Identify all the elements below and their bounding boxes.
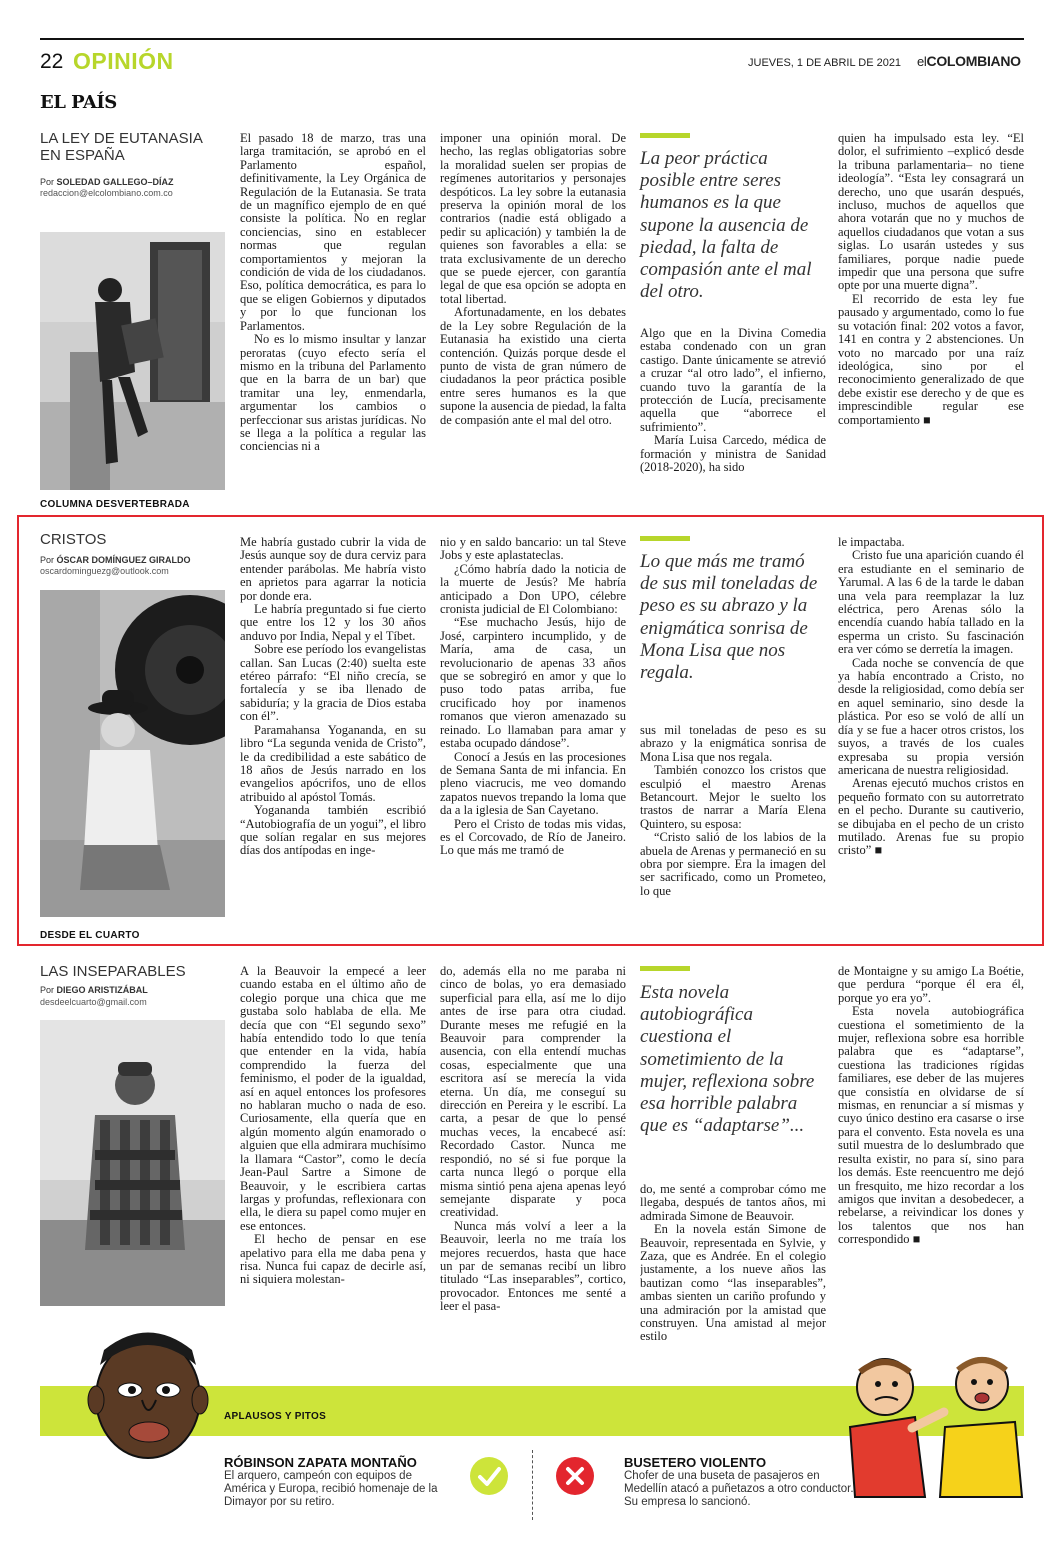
article-column-1 xyxy=(240,132,426,488)
logo-name: COLOMBIANO xyxy=(926,53,1021,69)
paragraph: Paramahansa Yogananda, en su libro “La segunda venida de Cristo”, le da credibilidad a este sabático de 18 años de Jesús narrado en los evangelios apócrifos, uno de ellos atribuido al apóstol Tomás. xyxy=(240,722,426,804)
paragraph: Sobre ese período los evangelistas callan. San Lucas (2:40) suelta este etéreo párrafo: “El niño crecía, se fortalecía y se iba llenado de sabiduría; y la gracia de Dios estaba con él”. xyxy=(240,642,426,724)
author-name: SOLEDAD GALLEGO–DÍAZ xyxy=(56,177,174,187)
article-title: CRISTOS xyxy=(40,531,107,548)
column-name: COLUMNA DESVERTEBRADA xyxy=(40,499,190,510)
statue-photo xyxy=(40,232,225,490)
logo-prefix: el xyxy=(917,54,927,69)
paragraph: de Montaigne y su amigo La Boétie, que perdura “porque él era él, porque yo era yo”. xyxy=(838,965,1024,1005)
byline: Por SOLEDAD GALLEGO–DÍAZ xyxy=(40,177,174,187)
paragraph: El pasado 18 de marzo, tras una larga tramitación, se aprobó en el Parlamento español, definitivamente, la Ley Orgánica de Regulación de la Eutanasia. Se trata de un magnífico ejemplo de en qué consiste la política. No en reglar conciencias, sino en establecer normas que regulan comportamientos y mejoran la condición de vida de los ciudadanos. Eso, política democrática, es para lo que se eligen Gobiernos y diputados y por lo que funcionan los Parlamentos. xyxy=(240,132,426,333)
cross-icon xyxy=(555,1456,595,1496)
paragraph: Le habría preguntado si fue cierto que entre los 12 y los 30 años anduvo por India, Nepal y el Tíbet. xyxy=(240,602,426,643)
section-title: OPINIÓN xyxy=(73,48,174,74)
author-photo xyxy=(40,590,225,917)
source-logo: EL PAÍS xyxy=(40,92,117,113)
article-column-3 xyxy=(640,1183,826,1351)
article-column-4 xyxy=(838,965,1024,1310)
caricature-goalkeeper xyxy=(70,1320,220,1470)
applause-heading: APLAUSOS Y PITOS xyxy=(224,1411,327,1422)
paragraph: Algo que en la Divina Comedia estaba condenado con un gran castigo. Dante únicamente se atrevió a cruzar “al otro lado”, el infierno, cuando tuvo la garantía de la protección de Lucía, precisamente aquella que “aborrece el sufrimiento”. xyxy=(640,327,826,434)
pull-quote: Esta novela autobiográfica cuestiona el sometimiento de la mujer, reflexiona sobre esa horrible palabra que es “adaptarse”... xyxy=(640,982,815,1137)
byline: Por DIEGO ARISTIZÁBAL xyxy=(40,985,148,995)
paragraph: A la Beauvoir la empecé a leer cuando estaba en el último año de colegio porque una chica que me gustaba solo hablaba de ella. Me decía que con “El segundo sexo” había entendido todo lo que tenía que entender en la vida, había comprendido la fuerza del feminismo, el poder de la igualdad, así en aquel entonces los profesores no hablaran mucho o nada de eso. Curiosamente, ella quería que en algún momento algún enamorado o alguien que ella admirara muchísimo la llamara “Castor”, como le decía Jean-Paul Sartre a Simone de Beauvoir, y le escribiera cartas largas y profundas, reflexionara con ella, le diera su papel como mujer en ese entonces. xyxy=(240,965,426,1233)
article-column-2 xyxy=(440,132,626,488)
paragraph: imponer una opinión moral. De hecho, las reglas obligatorias sobre la moralidad suelen ser propias de regímenes autoritarios y personajes despóticos. La ley sobre la eutanasia preserva la opinión moral de los contrarios (nadie está obligado a pedir su aplicación) y también la de quienes son favorables a ella: se trata exclusivamente de un derecho que se puede ejercer, con garantía legal de que esa opción se adopta en total libertad. xyxy=(440,132,626,306)
paragraph: Pero el Cristo de todas mis vidas, es el Corcovado, de Río de Janeiro. Lo que más me tramó de xyxy=(440,816,626,858)
column-name: DESDE EL CUARTO xyxy=(40,930,140,941)
paragraph: sus mil toneladas de peso es su abrazo y la enigmática sonrisa de Mona Lisa que nos regala. xyxy=(640,724,826,764)
article-column-2 xyxy=(440,965,626,1351)
dateline: JUEVES, 1 DE ABRIL DE 2021 xyxy=(748,57,902,69)
paragraph: Esta novela autobiográfica cuestiona el sometimiento de la mujer, reflexiona sobre esa horrible palabra que es “adaptarse”, cuestiona las tradiciones rígidas familiares, ese deber de las mujeres que consistía en olvidarse de sí mismas, en renunciar a sí mismas y cuyo único destino era casarse o irse para el convento. Esta novela es una sutil muestra de lo deslumbrado que resulta existir, no para sí, sino para los demás. Este reencuentro me dejó un fresquito, me hizo recordar a los amigos que invitan a desobedecer, a rebelarse, a reivindicar los dones y los talentos que nos han correspondido ■ xyxy=(838,1004,1024,1247)
quote-accent-bar xyxy=(640,966,690,971)
paragraph: nio y en saldo bancario: un tal Steve Jobs y este aplastateclas. xyxy=(440,536,626,563)
paragraph: Nunca más volví a leer a la Beauvoir, leerla no me traía los mejores recuerdos, hasta que hace un par de semanas recibí un libro titulado “Las inseparables”, cortico, provocador. Entonces me senté a leer el pasa- xyxy=(440,1218,626,1314)
article-column-4 xyxy=(838,536,1024,923)
paragraph: do, me senté a comprobar cómo me llegaba, después de tantos años, mi admirada Simone de Beauvoir. xyxy=(640,1183,826,1223)
paragraph: El hecho de pensar en ese apelativo para ella me daba pena y risa. Nunca fui capaz de decirle así, ni siquiera molestan- xyxy=(240,1232,426,1287)
author-email: oscardominguezg@outlook.com xyxy=(40,566,169,576)
pull-quote: Lo que más me tramó de sus mil toneladas de peso es su abrazo y la enigmática sonrisa de Mona Lisa que nos regala. xyxy=(640,551,818,684)
caricature-fighting-drivers xyxy=(840,1332,1030,1502)
paragraph: María Luisa Carcedo, médica de formación y ministra de Sanidad (2018-2020), ha sido xyxy=(640,433,826,475)
paragraph: le impactaba. xyxy=(838,536,905,549)
author-name: ÓSCAR DOMÍNGUEZ GIRALDO xyxy=(56,555,191,565)
paragraph: ¿Cómo habría dado la noticia de la muerte de Jesús? Me habría anticipado a Don UPO, célebre cronista judicial de El Colombiano: xyxy=(440,561,626,617)
article-title: LAS INSEPARABLES xyxy=(40,963,186,980)
paragraph: Yogananda también escribió “Autobiografía de un yogui”, el libro que solían regalar en sus mejores días dos antípodas en inge- xyxy=(240,803,426,858)
author-email: redaccion@elcolombiano.com.co xyxy=(40,188,173,198)
quote-accent-bar xyxy=(640,536,690,541)
paragraph: En la novela están Simone de Beauvoir, representada en Sylvie, y Zaza, que es Andrée. En el colegio justamente, a los nueve años las bautizan como “las inseparables”, ambas sienten un cariño profundo y una admiración por la amistad que construyen. Una amistad al mejor estilo xyxy=(640,1222,826,1344)
applause-text: El arquero, campeón con equipos de América y Europa, recibió homenaje de la Dimayor por su retiro. xyxy=(224,1470,438,1508)
newspaper-logo xyxy=(917,53,1021,69)
article-column-2 xyxy=(440,536,626,923)
article-column-1 xyxy=(240,536,426,923)
article-column-3 xyxy=(640,327,826,488)
applause-name: RÓBINSON ZAPATA MONTAÑO xyxy=(224,1455,417,1470)
paragraph: También conozco los cristos que esculpió el maestro Arenas Betancourt. Mejor le suelto los trastos de narrar a María Elena Quintero, su esposa: xyxy=(640,763,826,831)
article-column-3 xyxy=(640,724,826,923)
article-column-1 xyxy=(240,965,426,1351)
paragraph: Arenas ejecutó muchos cristos en pequeño formato con su autorretrato en el pecho. Durante su cautiverio, se dibujaba en el pecho de un cristo mutilado. Arenas fue su propio cristo” ■ xyxy=(838,776,1024,858)
paragraph: Cristo fue una aparición cuando él era estudiante en el seminario de Yarumal. A las 6 de la tarde le daban una vela para reemplazar la luz eléctrica, pero Arenas sólo la encendía cuando había tallado en la esperma un cristo. Su fascinación era ver cómo se derretía la imagen. xyxy=(838,548,1024,657)
author-name: DIEGO ARISTIZÁBAL xyxy=(56,985,148,995)
paragraph: No es lo mismo insultar y lanzar peroratas (cuyo efecto sería el mismo en la tribuna del Parlamento que en la barra de un bar) que tramitar una ley, enmendarla, argumentar los cambios o perfeccionar sus aristas jurídicas. No se llega a la política a regular las conciencias ni a xyxy=(240,332,426,454)
paragraph: quien ha impulsado esta ley. “El dolor, el sufrimiento –explicó desde la tribuna parlamentaria– no tiene ideología”. “Esta ley consagrará un derecho, uno que usarán después, incluso, muchos de aquellos que ahora votarán que no y muchos de aquellos ciudadanos que votan a sus siglas. Lo usarán ustedes y sus familiares, porque nadie puede impedir que una persona que sufre opte por una muerte digna”. xyxy=(838,132,1024,293)
check-icon xyxy=(469,1456,509,1496)
paragraph: do, además ella no me paraba ni cinco de bolas, yo era demasiado superficial para ella, así me lo dijo antes de irse para otra ciudad. Durante meses me refugié en la Beauvoir para comprender la ausencia, con ella entendí muchas cosas, especialmente que una escritora así se merecía la vida eterna. Un día, me conseguí su dirección en Pereira y le escribí. La carta, a pesar de que lo pensé muchas veces, la encabecé así: Recordado Castor. Nunca me respondió, no sé si fue porque la carta nunca llegó o porque ella misma sintió pena ajena apenas leyó semejante disparate y poca creatividad. xyxy=(440,965,626,1220)
paragraph: “Cristo salió de los labios de la abuela de Arenas y permaneció en su obra por siempre. Era la imagen del ser sacrificado, como un Prometeo, lo que xyxy=(640,830,826,898)
paragraph: Afortunadamente, en los debates de la Ley sobre Regulación de la Eutanasia ha existido una cierta contención. Quizás porque desde el punto de vista de gran número de ciudadanos la peor práctica posible entre seres humanos es la que supone la ausencia de piedad, la falta de compasión ante el mal del otro. xyxy=(440,305,626,427)
quote-accent-bar xyxy=(640,133,690,138)
boo-text: Chofer de una buseta de pasajeros en Medellín atacó a puñetazos a otro conductor. Su empresa lo sancionó. xyxy=(624,1470,854,1508)
paragraph: Me habría gustado cubrir la vida de Jesús aunque soy de dura cerviz para entender parábolas. Me habría visto en aprietos para agarrar la noticia por donde era. xyxy=(240,536,426,603)
paragraph: Conocí a Jesús en las procesiones de Semana Santa de mi infancia. En pleno viacrucis, me veo domando zapatos nuevos trepando la loma que da a la iglesia de San Cayetano. xyxy=(440,749,626,818)
top-rule xyxy=(40,38,1024,40)
boo-name: BUSETERO VIOLENTO xyxy=(624,1455,767,1470)
byline: Por ÓSCAR DOMÍNGUEZ GIRALDO xyxy=(40,555,191,565)
paragraph: “Ese muchacho Jesús, hijo de José, carpintero incumplido, y de María, ama de casa, un revolucionario de apenas 33 años que se sobregiró en amor y que lo puso todo patas arriba, fue crucificado hoy por inamenos romanos que vieron amenazado su reinado. Lo llamaban para amar y estaba ocupado dándose”. xyxy=(440,615,626,751)
page-number: 22 xyxy=(40,50,64,73)
article-column-4 xyxy=(838,132,1024,488)
applause-divider xyxy=(532,1450,533,1520)
paragraph: El recorrido de esta ley fue pausado y argumentado, como lo fue su votación final: 202 votos a favor, 141 en contra y 2 abstenciones. Un voto no marcado por una raíz ideológica, sino por el reconocimiento generalizado de que debe existir ese derecho y de que es imprescindible regular ese comportamiento ■ xyxy=(838,291,1024,427)
article-title: LA LEY DE EUTANASIA EN ESPAÑA xyxy=(40,130,203,164)
author-email: desdeelcuarto@gmail.com xyxy=(40,997,147,1007)
pull-quote: La peor práctica posible entre seres humanos es la que supone la ausencia de piedad, la falta de compasión ante el mal del otro. xyxy=(640,148,812,303)
paragraph: Cada noche se convencía de que ya había encontrado a Cristo, no desde la religiosidad, como debía ser en aquel seminario, sino desde la plástica. Por eso se voló de allí un día y se fue a hacer otros cristos, los suyos, a través de los cuales expresaba su propia versión americana de nuestra religiosidad. xyxy=(838,655,1024,777)
author-photo xyxy=(40,1020,225,1306)
